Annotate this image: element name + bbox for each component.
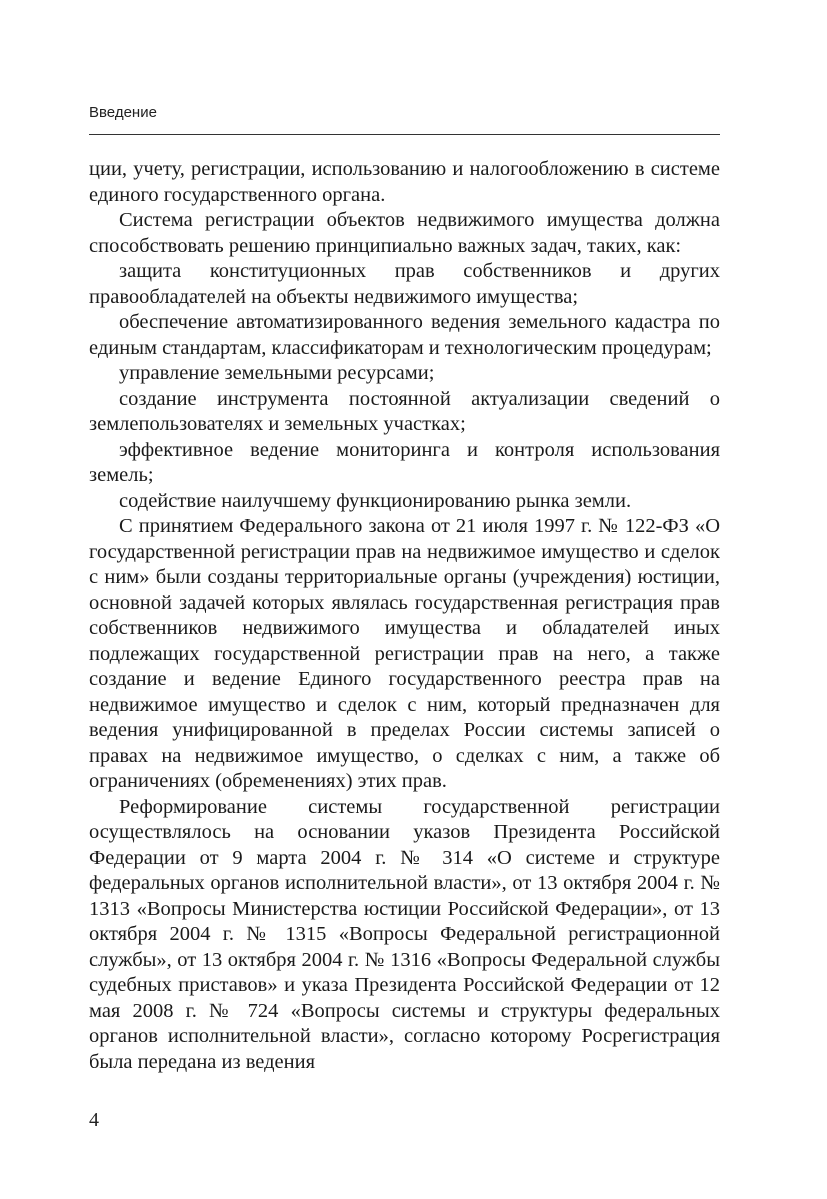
paragraph-registration-system: Система регистрации объектов недвижимого имущества должна способствовать решению принципиально важных задач, таких, как: xyxy=(89,209,720,257)
paragraph-reform: Реформирование системы государственной регистрации осуществлялось на основании указов Президента Российской Федерации от 9 марта 2004 г. № 314 «О системе и структуре федеральных органов исполнительной власти», от 13 октября 2004 г. № 1313 «Вопросы Министерства юстиции Российской Федерации», от 13 октября 2004 г. № 1315 «Вопросы Федеральной регистрационной службы», от 13 октября 2004 г. № 1316 «Вопросы Федеральной службы судебных приставов» и указа Президента Российской Федерации от 12 мая 2008 г. № 724 «Вопросы системы и структуры федеральных органов исполнительной власти», согласно которому Росрегистрация была передана из ведения xyxy=(89,795,720,1073)
list-item-monitoring: эффективное ведение мониторинга и контроля использования земель; xyxy=(89,438,720,486)
list-item-data-actualization: создание инструмента постоянной актуализации сведений о землепользователях и земельных участках; xyxy=(89,387,720,435)
paragraph-continuation: ции, учету, регистрации, использованию и налогообложению в системе единого государственного органа. xyxy=(89,158,720,206)
header-rule xyxy=(89,134,720,135)
paragraph-federal-law: С принятием Федерального закона от 21 июля 1997 г. № 122-ФЗ «О государственной регистрации прав на недвижимое имущество и сделок с ним» были созданы территориальные органы (учреждения) юстиции, основной задачей которых являлась государственная регистрация прав собственников недвижимого имущества и обладателей иных подлежащих государственной регистрации прав на него, а также создание и ведение Единого государственного реестра прав на недвижимое имущество и сделок с ним, который предназначен для ведения унифицированной в пределах России системы записей о правах на недвижимое имущество, о сделках с ним, а также об ограничениях (обременениях) этих прав. xyxy=(89,515,720,792)
list-item-land-market: содействие наилучшему функционированию рынка земли. xyxy=(119,489,632,512)
running-title: Введение xyxy=(89,104,157,121)
list-item-land-management: управление земельными ресурсами; xyxy=(119,362,435,384)
page-number: 4 xyxy=(89,1109,99,1131)
body-text xyxy=(89,157,720,1075)
list-item-cadastre-automation: обеспечение автоматизированного ведения земельного кадастра по единым стандартам, классификаторам и технологическим процедурам; xyxy=(89,311,720,359)
list-item-rights-protection: защита конституционных прав собственников и других правообладателей на объекты недвижимого имущества; xyxy=(89,260,720,308)
